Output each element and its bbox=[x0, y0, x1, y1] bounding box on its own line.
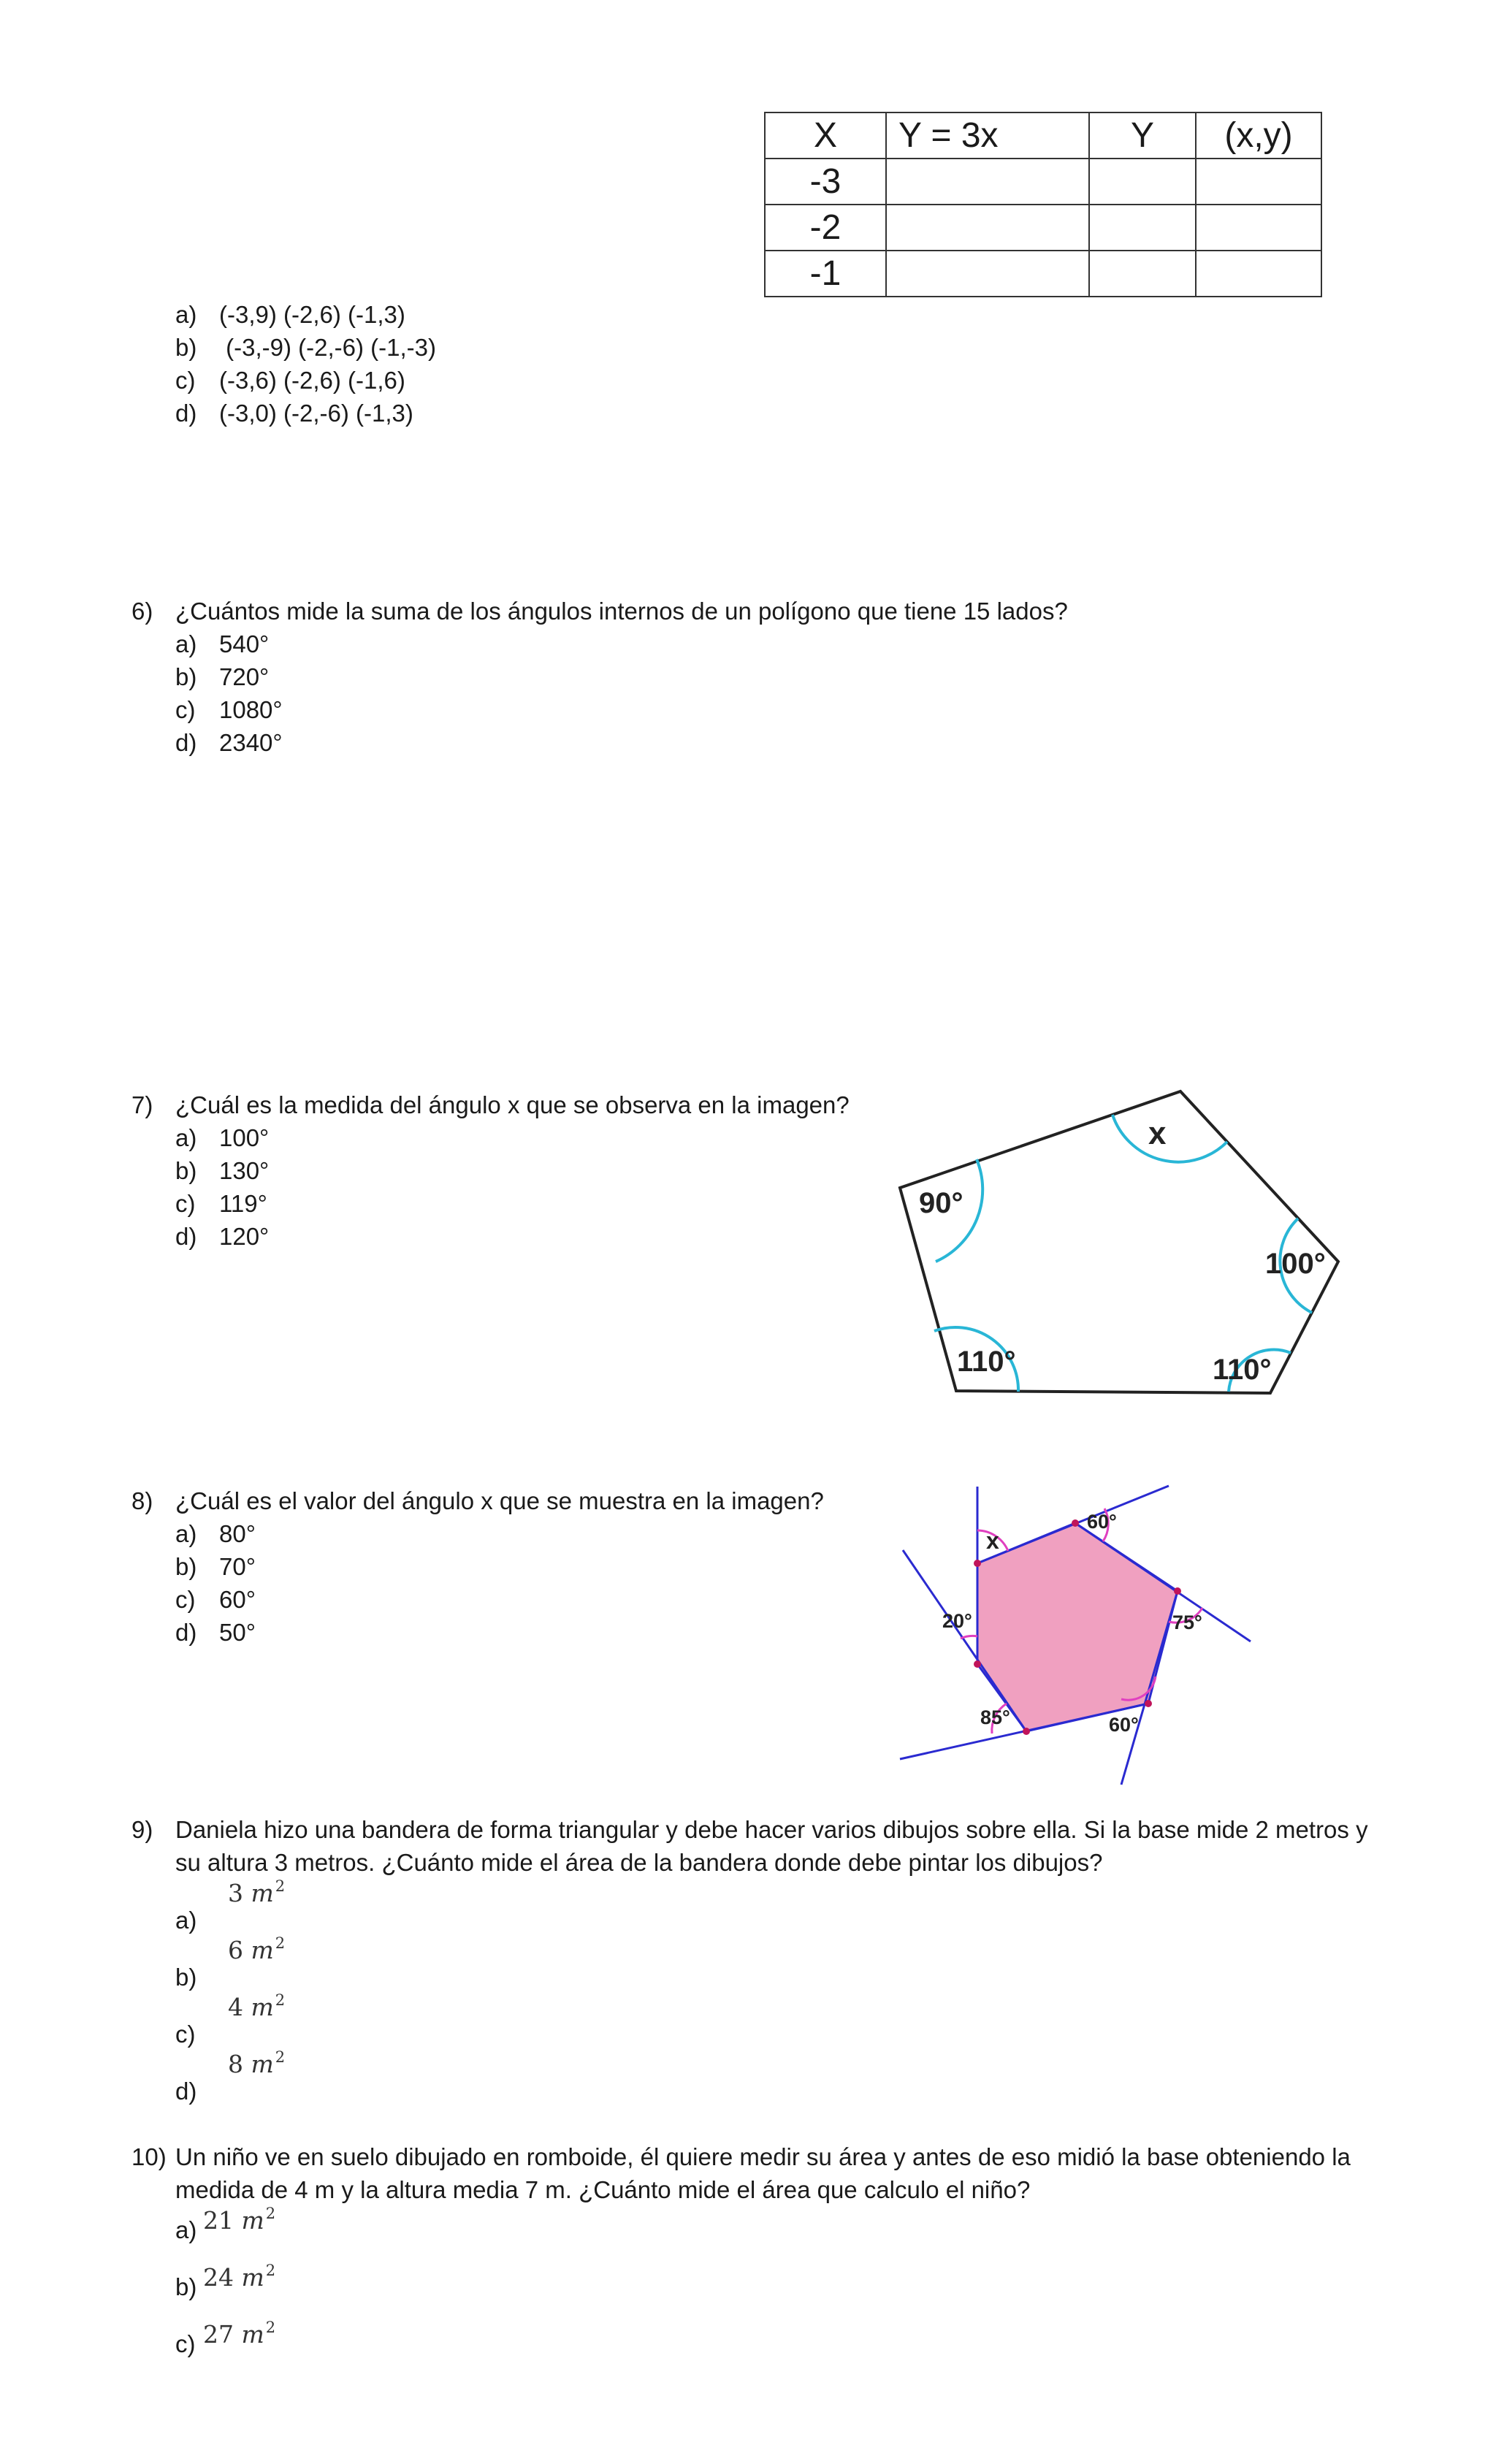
angle-label-x: x bbox=[1148, 1115, 1167, 1151]
angle-label-100: 100° bbox=[1265, 1248, 1326, 1280]
q7-option-a[interactable]: a) 100° bbox=[175, 1124, 270, 1151]
header-x: X bbox=[765, 112, 886, 159]
vertex-point bbox=[974, 1560, 981, 1567]
question-10 bbox=[131, 2140, 1351, 2206]
cell-y bbox=[1089, 205, 1196, 251]
pentagon-figure bbox=[891, 1081, 1359, 1403]
vertex-point bbox=[1174, 1587, 1181, 1595]
q5-options bbox=[175, 298, 436, 430]
cell-y3x bbox=[886, 159, 1089, 205]
angle-arc-20 bbox=[961, 1636, 977, 1639]
q6-option-d[interactable]: d) 2340° bbox=[175, 729, 283, 756]
cell-x: -2 bbox=[765, 205, 886, 251]
question-text-line2: medida de 4 m y la altura media 7 m. ¿Cuánto mide el área que calculo el niño? bbox=[175, 2176, 1031, 2203]
angle-label-x: x bbox=[986, 1527, 999, 1554]
table-row bbox=[765, 205, 1321, 251]
table-header-row bbox=[765, 112, 1321, 159]
header-xy: (x,y) bbox=[1196, 112, 1321, 159]
angle-label-110b: 110° bbox=[1213, 1354, 1272, 1386]
q8-options bbox=[175, 1517, 256, 1649]
angle-label-60b: 60° bbox=[1109, 1714, 1139, 1736]
vertex-point bbox=[974, 1660, 981, 1668]
question-number: 9) bbox=[131, 1816, 153, 1843]
angle-label-110a: 110° bbox=[957, 1346, 1016, 1378]
angle-label-20: 20° bbox=[942, 1610, 972, 1632]
question-number: 10) bbox=[131, 2143, 167, 2170]
table-row bbox=[765, 251, 1321, 297]
question-text: ¿Cuál es el valor del ángulo x que se muestra en la imagen? bbox=[175, 1487, 824, 1514]
q6-option-c[interactable]: c) 1080° bbox=[175, 696, 283, 723]
q5-option-a[interactable]: a) (-3,9) (-2,6) (-1,3) bbox=[175, 301, 405, 328]
question-7 bbox=[131, 1088, 850, 1121]
question-text: ¿Cuántos mide la suma de los ángulos internos de un polígono que tiene 15 lados? bbox=[175, 598, 1068, 625]
vertex-point bbox=[1023, 1728, 1030, 1735]
header-y-3x: Y = 3x bbox=[886, 112, 1089, 159]
q7-option-d[interactable]: d) 120° bbox=[175, 1223, 270, 1250]
header-y: Y bbox=[1089, 112, 1196, 159]
cell-y3x bbox=[886, 251, 1089, 297]
angle-label-90: 90° bbox=[919, 1187, 963, 1219]
question-number: 7) bbox=[131, 1091, 153, 1118]
cell-xy bbox=[1196, 159, 1321, 205]
q5-option-b[interactable]: b) (-3,-9) (-2,-6) (-1,-3) bbox=[175, 334, 436, 361]
vertex-point bbox=[1072, 1519, 1079, 1527]
q6-option-b[interactable]: b) 720° bbox=[175, 663, 270, 690]
exterior-angle-figure bbox=[891, 1476, 1271, 1790]
q5-option-c[interactable]: c) (-3,6) (-2,6) (-1,6) bbox=[175, 367, 405, 394]
cell-xy bbox=[1196, 251, 1321, 297]
question-text-line1: Un niño ve en suelo dibujado en romboide, él quiere medir su área y antes de eso midió la base obteniendo la bbox=[175, 2143, 1351, 2170]
angle-label-60a: 60° bbox=[1087, 1511, 1117, 1533]
question-number: 8) bbox=[131, 1487, 153, 1514]
cell-x: -1 bbox=[765, 251, 886, 297]
q5-option-d[interactable]: d) (-3,0) (-2,-6) (-1,3) bbox=[175, 400, 413, 427]
cell-xy bbox=[1196, 205, 1321, 251]
question-6 bbox=[131, 595, 1068, 628]
question-text-line2: su altura 3 metros. ¿Cuánto mide el área de la bandera donde debe pintar los dibujos? bbox=[175, 1849, 1103, 1876]
q8-option-b[interactable]: b) 70° bbox=[175, 1553, 256, 1580]
cell-x: -3 bbox=[765, 159, 886, 205]
q7-option-b[interactable]: b) 130° bbox=[175, 1157, 270, 1184]
q8-option-c[interactable]: c) 60° bbox=[175, 1586, 256, 1613]
cell-y bbox=[1089, 251, 1196, 297]
q8-option-d[interactable]: d) 50° bbox=[175, 1619, 256, 1646]
angle-label-85: 85° bbox=[980, 1706, 1010, 1728]
question-9 bbox=[131, 1813, 1368, 1879]
q6-option-a[interactable]: a) 540° bbox=[175, 630, 270, 657]
vertex-point bbox=[1145, 1700, 1152, 1707]
q6-options bbox=[175, 628, 283, 759]
question-text-line1: Daniela hizo una bandera de forma triangular y debe hacer varios dibujos sobre ella. Si la base mide 2 metros y bbox=[175, 1816, 1368, 1843]
q8-option-a[interactable]: a) 80° bbox=[175, 1520, 256, 1547]
question-8 bbox=[131, 1484, 824, 1517]
xy-table bbox=[764, 112, 1322, 297]
q7-options bbox=[175, 1121, 269, 1253]
question-number: 6) bbox=[131, 598, 153, 625]
question-text: ¿Cuál es la medida del ángulo x que se observa en la imagen? bbox=[175, 1091, 850, 1118]
table-row bbox=[765, 159, 1321, 205]
q7-option-c[interactable]: c) 119° bbox=[175, 1190, 267, 1217]
cell-y3x bbox=[886, 205, 1089, 251]
cell-y bbox=[1089, 159, 1196, 205]
angle-label-75: 75° bbox=[1172, 1611, 1202, 1633]
